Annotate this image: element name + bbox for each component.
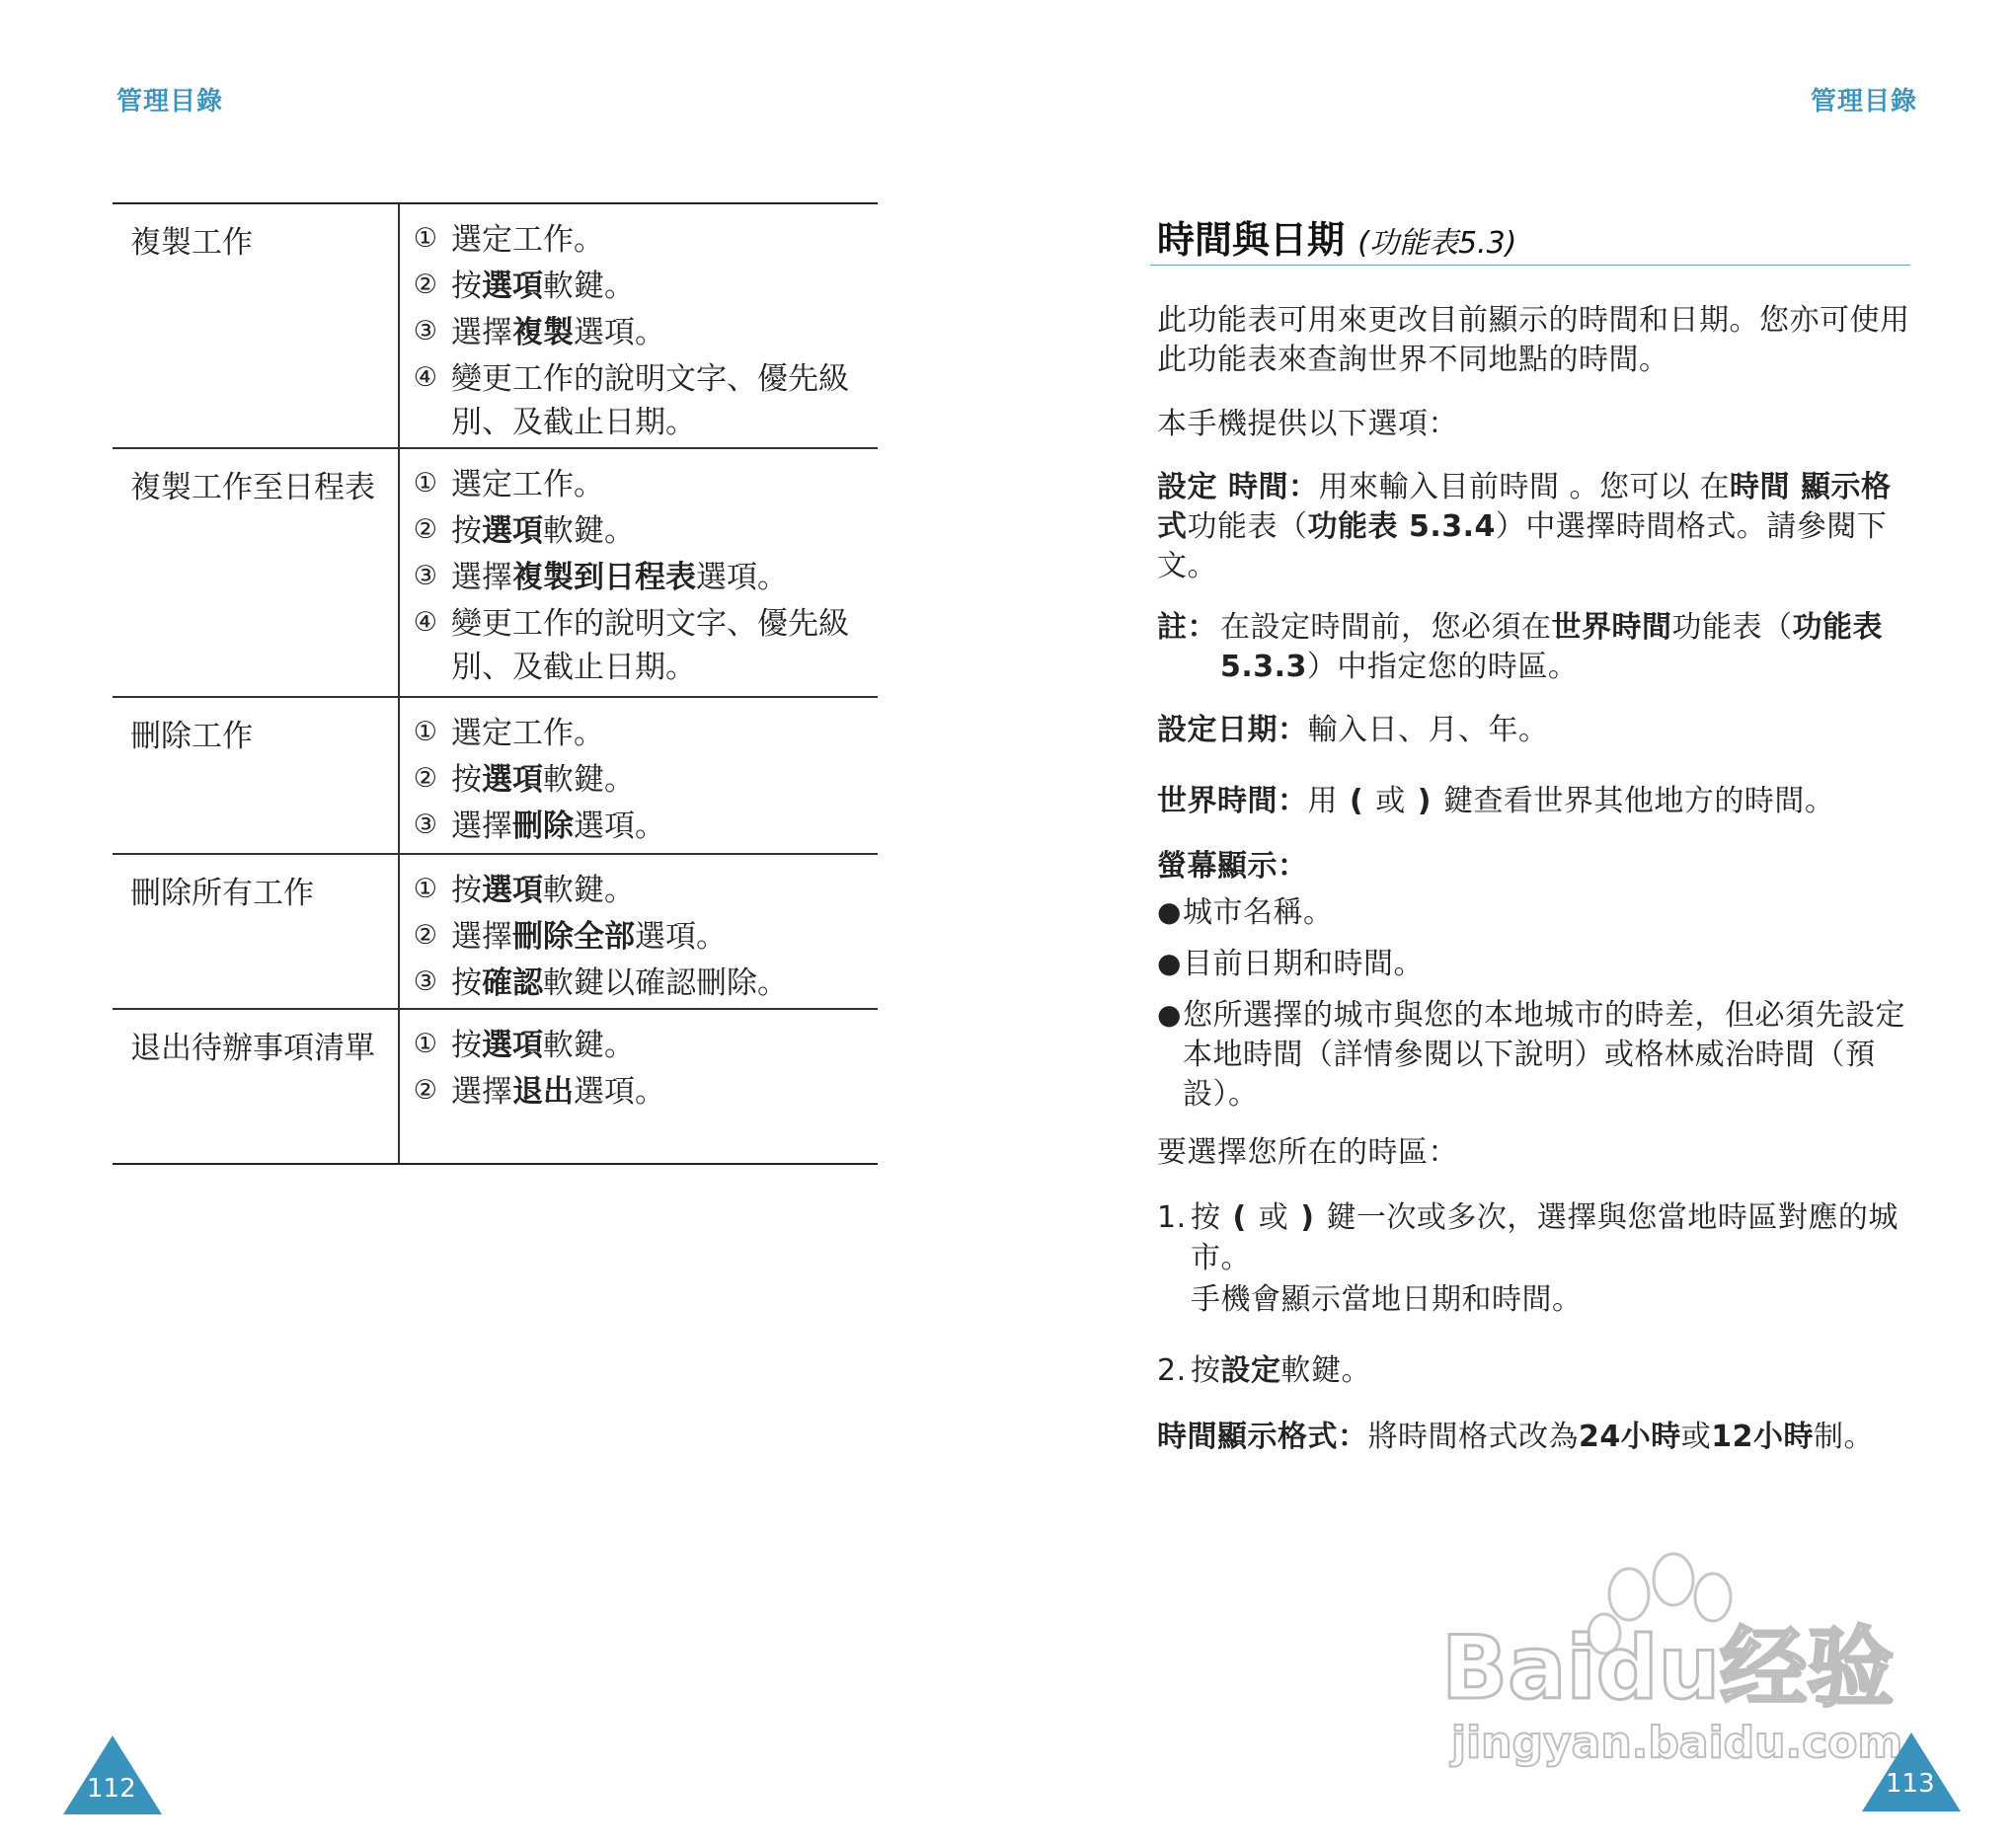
step-text — [451, 357, 878, 444]
task-name-cell: 退出待辦事項清單 — [113, 1010, 400, 1163]
step-text — [451, 265, 878, 308]
emphasis-text: 退出 — [512, 1074, 574, 1111]
step-text-part: 選擇 — [451, 315, 512, 351]
step-number: ③ — [413, 966, 437, 998]
section-header-left: 管理目錄 — [116, 87, 224, 116]
step-text-part: 選項。 — [574, 808, 665, 845]
select-zone-heading: 要選擇您所在的時區： — [1157, 1135, 1458, 1170]
list-item — [400, 712, 878, 755]
step-text-part: 軟鍵。 — [543, 269, 635, 305]
task-name-cell: 刪除所有工作 — [113, 855, 400, 1008]
left-key-icon: ( — [1232, 1200, 1247, 1235]
list-item — [400, 805, 878, 848]
step-text-part: 變更工作的說明文字、優先級別、及截止日期。 — [451, 361, 849, 441]
step-text: 按 — [1191, 1200, 1221, 1235]
step-text-2: 軟鍵。 — [1280, 1353, 1371, 1388]
world-time-text-2: 鍵查看世界其他地方的時間。 — [1442, 784, 1835, 818]
step-text — [451, 556, 878, 599]
time-format-ref: 時間 顯示格式 — [1157, 470, 1892, 544]
step-text — [451, 805, 878, 848]
step-text — [451, 218, 878, 262]
step-number: 1. — [1157, 1200, 1187, 1235]
set-softkey-ref: 設定 — [1220, 1353, 1281, 1388]
set-date-label: 設定日期： — [1157, 713, 1308, 747]
world-time-text: 用 — [1307, 784, 1338, 818]
step-text-part: 選項。 — [635, 919, 727, 956]
step-number: ① — [413, 874, 437, 904]
step-number: ② — [413, 1075, 437, 1107]
world-time-ref: 世界時間 — [1551, 610, 1672, 645]
table-row — [113, 696, 878, 853]
step-text-part: 選定工作。 — [451, 716, 604, 751]
step-text-part: 選定工作。 — [451, 467, 604, 502]
task-name-cell: 複製工作 — [113, 204, 400, 447]
step-number: ② — [413, 270, 437, 301]
table-row — [113, 853, 878, 1008]
list-item — [400, 357, 878, 444]
emphasis-text: 選項 — [482, 513, 543, 550]
note-label: 註： — [1157, 610, 1217, 645]
emphasis-text: 選項 — [482, 873, 543, 908]
step-text-part: 選定工作。 — [451, 222, 604, 258]
step-text — [451, 1070, 878, 1114]
steps-cell — [400, 1010, 878, 1163]
bullet-icon: ● — [1157, 997, 1182, 1031]
task-actions-table — [113, 202, 878, 1165]
page-number-left: 112 — [87, 1774, 136, 1804]
step-text — [451, 869, 878, 912]
menu-ref-534: 功能表 5.3.4 — [1307, 508, 1496, 544]
list-item — [1157, 893, 1915, 933]
step-text — [451, 1024, 878, 1067]
page-title — [1157, 209, 1915, 264]
step-text-part: 按 — [451, 965, 482, 1002]
step-text-part: 選擇 — [451, 1074, 512, 1111]
list-item — [400, 869, 878, 912]
step-text-part: 軟鍵以確認刪除。 — [543, 965, 788, 1002]
step-body — [1191, 1350, 1371, 1391]
step-number: ① — [413, 1029, 437, 1059]
step-text — [451, 602, 878, 689]
list-item — [400, 556, 878, 599]
step-subtext: 手機會顯示當地日期和時間。 — [1191, 1281, 1583, 1317]
step-text — [451, 463, 878, 506]
or-text: 或 — [1258, 1200, 1289, 1235]
list-item — [400, 311, 878, 354]
world-time-label: 世界時間： — [1157, 784, 1308, 818]
title-menu-ref: (功能表5.3) — [1357, 226, 1517, 261]
set-time-label: 設定 時間： — [1157, 470, 1319, 504]
step-number: ② — [413, 763, 437, 795]
step-number: ① — [413, 223, 437, 254]
set-time-paragraph — [1157, 468, 1915, 586]
step-body — [1191, 1197, 1915, 1320]
step-text-part: 變更工作的說明文字、優先級別、及截止日期。 — [451, 606, 849, 686]
format-12h: 12小時 — [1711, 1420, 1814, 1454]
set-date-text: 輸入日、月、年。 — [1307, 713, 1549, 747]
steps-cell — [400, 204, 878, 447]
time-format-text: 將時間格式改為 — [1367, 1420, 1579, 1454]
step-text-part: 選項。 — [574, 1074, 665, 1111]
steps-cell — [400, 449, 878, 696]
step-text-part: 按 — [451, 873, 482, 908]
bullet-icon: ● — [1157, 946, 1182, 979]
watermark-url: jingyan.baidu.com — [1451, 1718, 1903, 1768]
step-number: ④ — [413, 362, 437, 394]
step-number: ② — [413, 514, 437, 546]
world-time-paragraph — [1157, 782, 1915, 821]
step-text-part: 選項。 — [696, 560, 788, 596]
step-text-part: 按 — [451, 269, 482, 305]
time-format-or: 或 — [1680, 1420, 1712, 1454]
display-label — [1157, 847, 1915, 886]
emphasis-text: 刪除全部 — [512, 919, 635, 956]
step-text — [451, 311, 878, 354]
step-text — [451, 915, 878, 959]
bullet-text: 您所選擇的城市與您的本地城市的時差，但必須先設定本地時間（詳情參閱以下說明）或格林威治時間（預設）。 — [1183, 997, 1905, 1112]
note-text-3: ）中指定您的時區。 — [1306, 649, 1579, 684]
display-label-text: 螢幕顯示： — [1157, 849, 1308, 884]
step-text — [451, 758, 878, 802]
list-item — [400, 265, 878, 308]
bullet-text: 目前日期和時間。 — [1183, 946, 1424, 981]
step-number: 2. — [1157, 1353, 1187, 1388]
step-1 — [1157, 1197, 1915, 1320]
list-item — [400, 218, 878, 262]
list-item — [1157, 996, 1915, 1115]
step-number: ① — [413, 468, 437, 499]
title-text: 時間與日期 — [1157, 218, 1346, 262]
steps-cell — [400, 855, 878, 1008]
set-time-text-3: ）中選擇時間格式。請參閱下文。 — [1157, 508, 1888, 583]
step-text-part: 按 — [451, 513, 482, 550]
numbered-item — [1157, 1350, 1915, 1391]
step-text-part: 軟鍵。 — [543, 762, 635, 799]
time-format-end: 制。 — [1814, 1420, 1874, 1454]
time-format-label: 時間顯示格式： — [1157, 1420, 1368, 1454]
step-number: ③ — [413, 316, 437, 347]
menu-ref-533: 功能表5.3.3 — [1220, 610, 1883, 684]
right-key-icon: ) — [1300, 1200, 1315, 1235]
title-divider — [1150, 265, 1910, 266]
list-item — [400, 602, 878, 689]
step-text-2: 鍵一次或多次，選擇與您當地時區對應的城市。 — [1191, 1200, 1898, 1276]
step-2 — [1157, 1350, 1915, 1391]
emphasis-text: 複製 — [512, 315, 574, 351]
set-time-text-2: 功能表（ — [1187, 508, 1308, 544]
baidu-watermark-logo — [1432, 1550, 1925, 1777]
step-text — [451, 712, 878, 755]
step-text-part: 按 — [451, 762, 482, 799]
step-text — [451, 962, 878, 1005]
step-text-part: 軟鍵。 — [543, 1028, 635, 1063]
step-text-part: 選擇 — [451, 560, 512, 596]
intro-paragraph: 此功能表可用來更改目前顯示的時間和日期。您亦可使用此功能表來查詢世界不同地點的時間。 — [1157, 303, 1910, 377]
list-item — [400, 463, 878, 506]
right-key-icon: ) — [1417, 784, 1432, 818]
time-format-paragraph — [1157, 1418, 1915, 1457]
step-text: 按 — [1191, 1353, 1221, 1388]
display-bullet-list — [1157, 893, 1915, 1114]
step-text-part: 選項。 — [574, 315, 665, 351]
note-text: 在設定時間前，您必須在 — [1220, 610, 1552, 645]
format-24h: 24小時 — [1579, 1420, 1681, 1454]
task-name-cell: 複製工作至日程表 — [113, 449, 400, 696]
step-number: ② — [413, 920, 437, 952]
emphasis-text: 選項 — [482, 762, 543, 799]
steps-cell — [400, 698, 878, 853]
step-text-part: 軟鍵。 — [543, 873, 635, 908]
section-header-right: 管理目錄 — [1810, 87, 1917, 116]
table-row — [113, 447, 878, 696]
step-text-part: 選擇 — [451, 919, 512, 956]
numbered-item — [1157, 1197, 1915, 1320]
set-date-paragraph — [1157, 711, 1915, 750]
note-paragraph — [1157, 608, 1915, 687]
step-number: ① — [413, 717, 437, 747]
step-number: ④ — [413, 607, 437, 639]
left-key-icon: ( — [1350, 784, 1364, 818]
options-intro: 本手機提供以下選項： — [1157, 407, 1458, 441]
list-item — [1157, 945, 1915, 984]
emphasis-text: 刪除 — [512, 808, 574, 845]
step-number: ③ — [413, 809, 437, 841]
task-name-cell: 刪除工作 — [113, 698, 400, 853]
emphasis-text: 選項 — [482, 1028, 543, 1063]
page-number-right: 113 — [1886, 1769, 1935, 1799]
emphasis-text: 確認 — [482, 965, 543, 1002]
list-item — [400, 758, 878, 802]
table-row — [113, 1008, 878, 1165]
step-text-part: 軟鍵。 — [543, 513, 635, 550]
emphasis-text: 複製到日程表 — [512, 560, 696, 596]
note-body — [1220, 608, 1915, 687]
bullet-icon: ● — [1157, 895, 1182, 928]
step-text-part: 按 — [451, 1028, 482, 1063]
note-text-2: 功能表（ — [1671, 610, 1793, 645]
table-row — [113, 202, 878, 447]
list-item — [400, 1070, 878, 1114]
set-time-text: 用來輸入目前時間 。您可以 在 — [1318, 470, 1731, 504]
list-item — [400, 1024, 878, 1067]
emphasis-text: 選項 — [482, 269, 543, 305]
step-number: ③ — [413, 561, 437, 592]
list-item — [400, 915, 878, 959]
or-text: 或 — [1375, 784, 1406, 818]
bullet-text: 城市名稱。 — [1183, 895, 1334, 930]
list-item — [400, 962, 878, 1005]
step-text — [451, 509, 878, 553]
step-text-part: 選擇 — [451, 808, 512, 845]
list-item — [400, 509, 878, 553]
watermark-main-text: Baidu经验 — [1441, 1617, 1895, 1719]
